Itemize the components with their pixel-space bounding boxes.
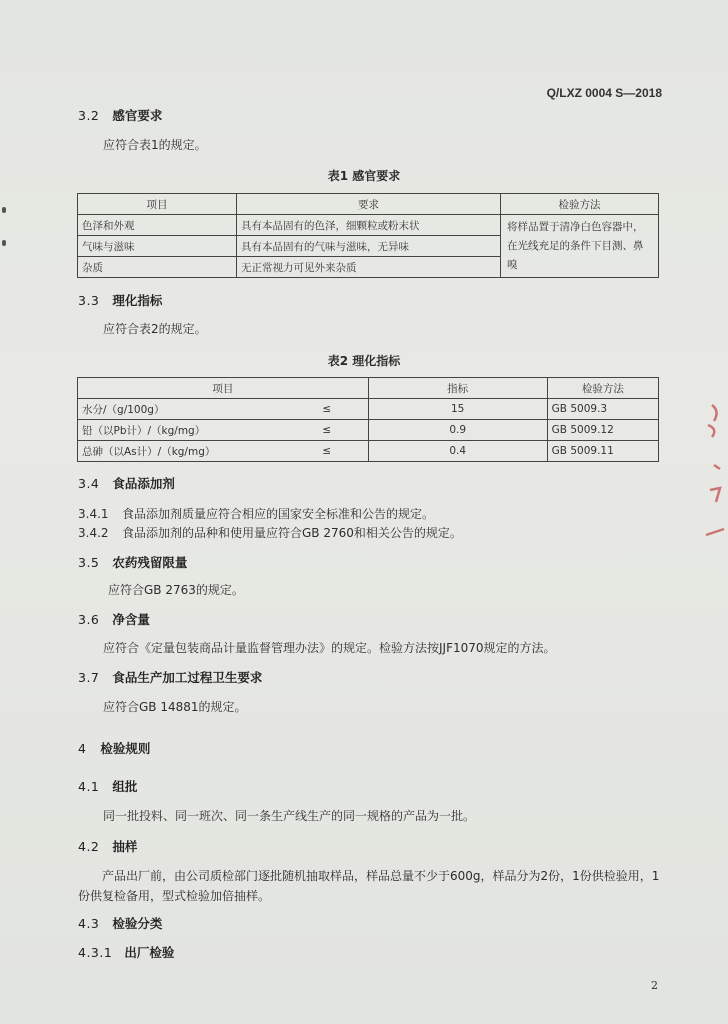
section-4-3-1-heading [78, 943, 174, 961]
table-cell: 色泽和外观 [78, 215, 237, 236]
sensory-table [77, 193, 659, 278]
table-header-row [78, 378, 659, 399]
section-3-2-heading [78, 106, 162, 124]
section-title: 净含量 [112, 612, 150, 627]
table1-caption: 表1 感官要求 [327, 169, 401, 183]
method-cell: 将样品置于清净白色容器中，在光线充足的条件下目测、鼻嗅 [501, 215, 659, 278]
table-header: 检验方法 [501, 194, 659, 215]
section-3-6-heading [78, 610, 150, 628]
clause-number: 3.4.2 [78, 526, 109, 540]
table-row [78, 215, 659, 236]
section-number: 4.3.1 [78, 945, 113, 960]
table-header: 检验方法 [547, 378, 658, 399]
table-cell: 具有本品固有的气味与滋味，无异味 [237, 236, 501, 257]
table-cell: ≤ [286, 420, 368, 441]
section-title: 农药残留限量 [112, 555, 188, 570]
physicochemical-table [77, 377, 659, 462]
scan-mark [2, 207, 6, 213]
table-cell: ≤ [286, 399, 368, 420]
section-number: 3.6 [78, 612, 100, 627]
table-cell: GB 5009.11 [547, 441, 658, 462]
clause-text: 食品添加剂质量应符合相应的国家安全标准和公告的规定。 [122, 507, 435, 521]
section-3-5-heading [78, 553, 187, 571]
section-title: 检验分类 [112, 916, 163, 931]
section-3-7-heading [78, 668, 262, 686]
section-title: 食品添加剂 [112, 476, 175, 491]
table-cell: 总砷（以As计）/（kg/mg） [78, 441, 287, 462]
section-number: 3.7 [78, 670, 100, 685]
section-title: 检验规则 [100, 741, 151, 756]
section-number: 4.1 [78, 779, 100, 794]
section-3-7-text: 应符合GB 14881的规定。 [103, 700, 247, 714]
section-number: 3.4 [78, 476, 100, 491]
section-4-2-text: 产品出厂前，由公司质检部门逐批随机抽取样品，样品总量不少于600g，样品分为2份，1份供检验用，1份供复检备用，型式检验加倍抽样。 [78, 869, 660, 903]
table-cell: GB 5009.12 [547, 420, 658, 441]
section-number: 4.2 [78, 839, 100, 854]
section-number: 3.5 [78, 555, 100, 570]
section-number: 4.3 [78, 916, 100, 931]
section-4-1-heading [78, 777, 137, 795]
table-cell: GB 5009.3 [547, 399, 658, 420]
table-row [78, 441, 659, 462]
table2-caption: 表2 理化指标 [327, 354, 401, 368]
section-title: 感官要求 [112, 108, 163, 123]
table-cell: 无正常视力可见外来杂质 [237, 257, 501, 278]
table-header: 项目 [78, 194, 237, 215]
section-title: 食品生产加工过程卫生要求 [112, 670, 263, 685]
clause-3-4-1 [78, 505, 434, 522]
standard-number: Q/LXZ 0004 S—2018 [546, 86, 662, 100]
section-3-5-text: 应符合GB 2763的规定。 [108, 583, 244, 597]
section-number: 3.3 [78, 293, 100, 308]
section-4-heading [78, 739, 150, 757]
section-title: 组批 [112, 779, 138, 794]
table-cell: 气味与滋味 [78, 236, 237, 257]
table-cell: ≤ [286, 441, 368, 462]
section-3-3-text: 应符合表2的规定。 [103, 322, 207, 336]
section-title: 理化指标 [112, 293, 163, 308]
table-cell: 0.9 [368, 420, 547, 441]
table-header-row [78, 194, 659, 215]
table-cell: 铅（以Pb计）/（kg/mg） [78, 420, 287, 441]
section-4-3-heading [78, 914, 162, 932]
clause-3-4-2 [78, 524, 462, 541]
table-row [78, 399, 659, 420]
section-4-2-heading [78, 837, 137, 855]
table-row [78, 420, 659, 441]
section-3-6-text: 应符合《定量包装商品计量监督管理办法》的规定。检验方法按JJF1070规定的方法。 [103, 641, 556, 655]
table-cell: 15 [368, 399, 547, 420]
table-header: 项目 [78, 378, 369, 399]
table-cell: 水分/（g/100g） [78, 399, 287, 420]
clause-number: 3.4.1 [78, 507, 109, 521]
section-number: 3.2 [78, 108, 100, 123]
table-header: 要求 [237, 194, 501, 215]
section-3-4-heading [78, 474, 175, 492]
table-header: 指标 [368, 378, 547, 399]
page-number: 2 [651, 979, 658, 992]
table-cell: 0.4 [368, 441, 547, 462]
section-title: 出厂检验 [124, 945, 175, 960]
section-4-1-text: 同一批投料、同一班次、同一条生产线生产的同一规格的产品为一批。 [103, 809, 476, 823]
table-cell: 杂质 [78, 257, 237, 278]
section-3-2-text: 应符合表1的规定。 [103, 138, 207, 152]
seal-fragment [698, 395, 728, 555]
section-3-3-heading [78, 291, 162, 309]
section-number: 4 [78, 741, 87, 756]
section-title: 抽样 [112, 839, 138, 854]
scan-mark [2, 240, 6, 246]
table-cell: 具有本品固有的色泽，细颗粒或粉末状 [237, 215, 501, 236]
clause-text: 食品添加剂的品种和使用量应符合GB 2760和相关公告的规定。 [122, 526, 462, 540]
